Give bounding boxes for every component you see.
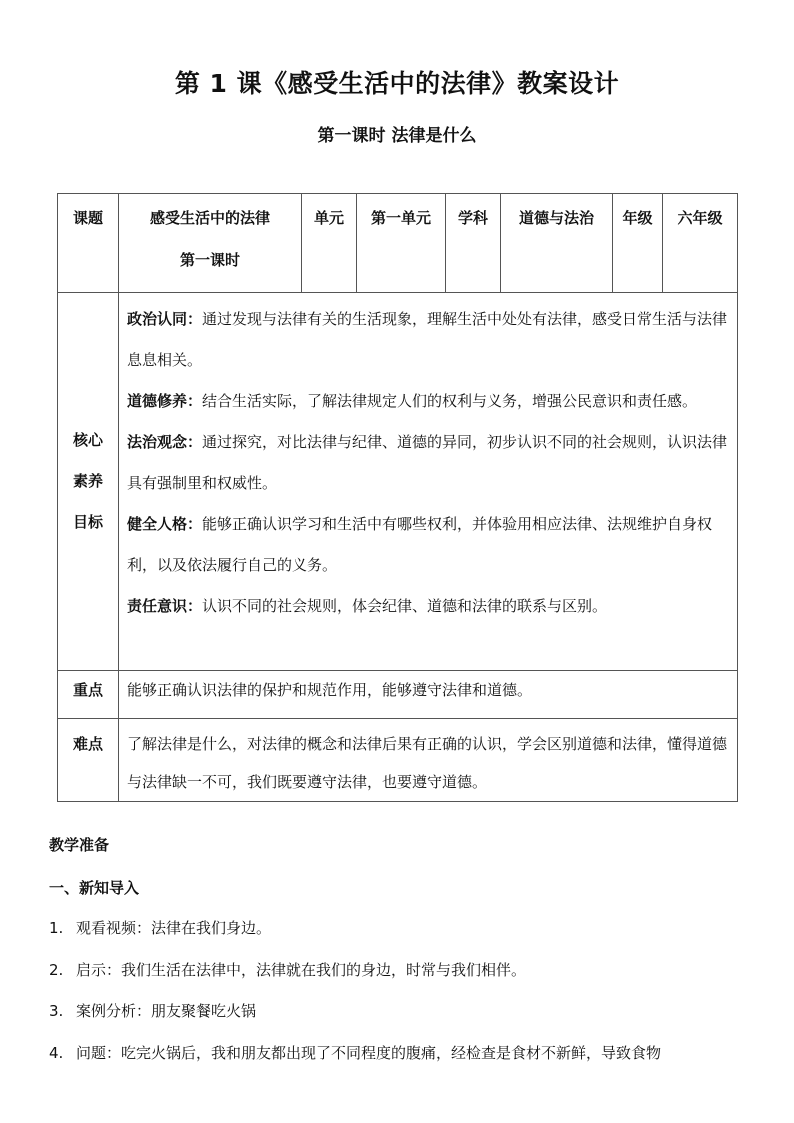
document-subtitle: 第一课时 法律是什么 (317, 126, 477, 146)
teaching-prep-heading: 教学准备 (49, 836, 110, 854)
topic-name: 感受生活中的法律 (149, 209, 270, 227)
subject-cell: 道德与法治 (501, 194, 613, 293)
topic-period: 第一课时 (179, 251, 240, 269)
unit-label-cell: 单元 (302, 194, 357, 293)
subject-label-cell: 学科 (446, 194, 501, 293)
grade-cell: 六年级 (663, 194, 738, 293)
goal-moral-cultivation: 道德修养：结合生活实际，了解法律规定人们的权利与义务，增强公民意识和责任感。 (127, 392, 698, 410)
difficult-point-row (58, 719, 738, 802)
grade-label-cell: 年级 (613, 194, 663, 293)
difficult-point-text: 了解法律是什么，对法律的概念和法律后果有正确的认识，学会区别道德和法律，懂得道德与法律缺一不可，我们既要遵守法律，也要遵守道德。 (119, 719, 738, 802)
list-item: 3. 案例分析：朋友聚餐吃火锅 (49, 1002, 257, 1020)
document-title: 第 1 课《感受生活中的法律》教案设计 (174, 69, 620, 98)
lesson-plan-table (57, 193, 738, 802)
list-item: 2. 启示：我们生活在法律中，法律就在我们的身边，时常与我们相伴。 (49, 961, 527, 979)
core-literacy-goals (119, 293, 738, 671)
key-point-row (58, 671, 738, 719)
key-point-label: 重点 (58, 671, 119, 719)
core-literacy-row (58, 293, 738, 671)
unit-cell: 第一单元 (357, 194, 446, 293)
key-point-text: 能够正确认识法律的保护和规范作用，能够遵守法律和道德。 (119, 671, 738, 719)
difficult-point-label: 难点 (58, 719, 119, 802)
goal-responsibility: 责任意识：认识不同的社会规则，体会纪律、道德和法律的联系与区别。 (127, 597, 608, 615)
list-item: 1. 观看视频：法律在我们身边。 (49, 919, 272, 937)
section-new-knowledge-heading: 一、新知导入 (49, 879, 140, 897)
goal-political-identity: 政治认同：通过发现与法律有关的生活现象，理解生活中处处有法律，感受日常生活与法律息息相关。 (127, 310, 728, 369)
core-literacy-label: 核心 素养 目标 (58, 293, 119, 671)
topic-label-cell: 课题 (58, 194, 119, 293)
goal-rule-of-law: 法治观念：通过探究，对比法律与纪律、道德的异同，初步认识不同的社会规则，认识法律具有强制里和权威性。 (127, 433, 728, 492)
table-header-row (58, 194, 738, 293)
topic-cell (119, 194, 302, 293)
list-item: 4. 问题：吃完火锅后，我和朋友都出现了不同程度的腹痛，经检查是食材不新鲜，导致食物 (49, 1044, 662, 1062)
goal-sound-personality: 健全人格：能够正确认识学习和生活中有哪些权利，并体验用相应法律、法规维护自身权利，以及依法履行自己的义务。 (127, 515, 713, 574)
